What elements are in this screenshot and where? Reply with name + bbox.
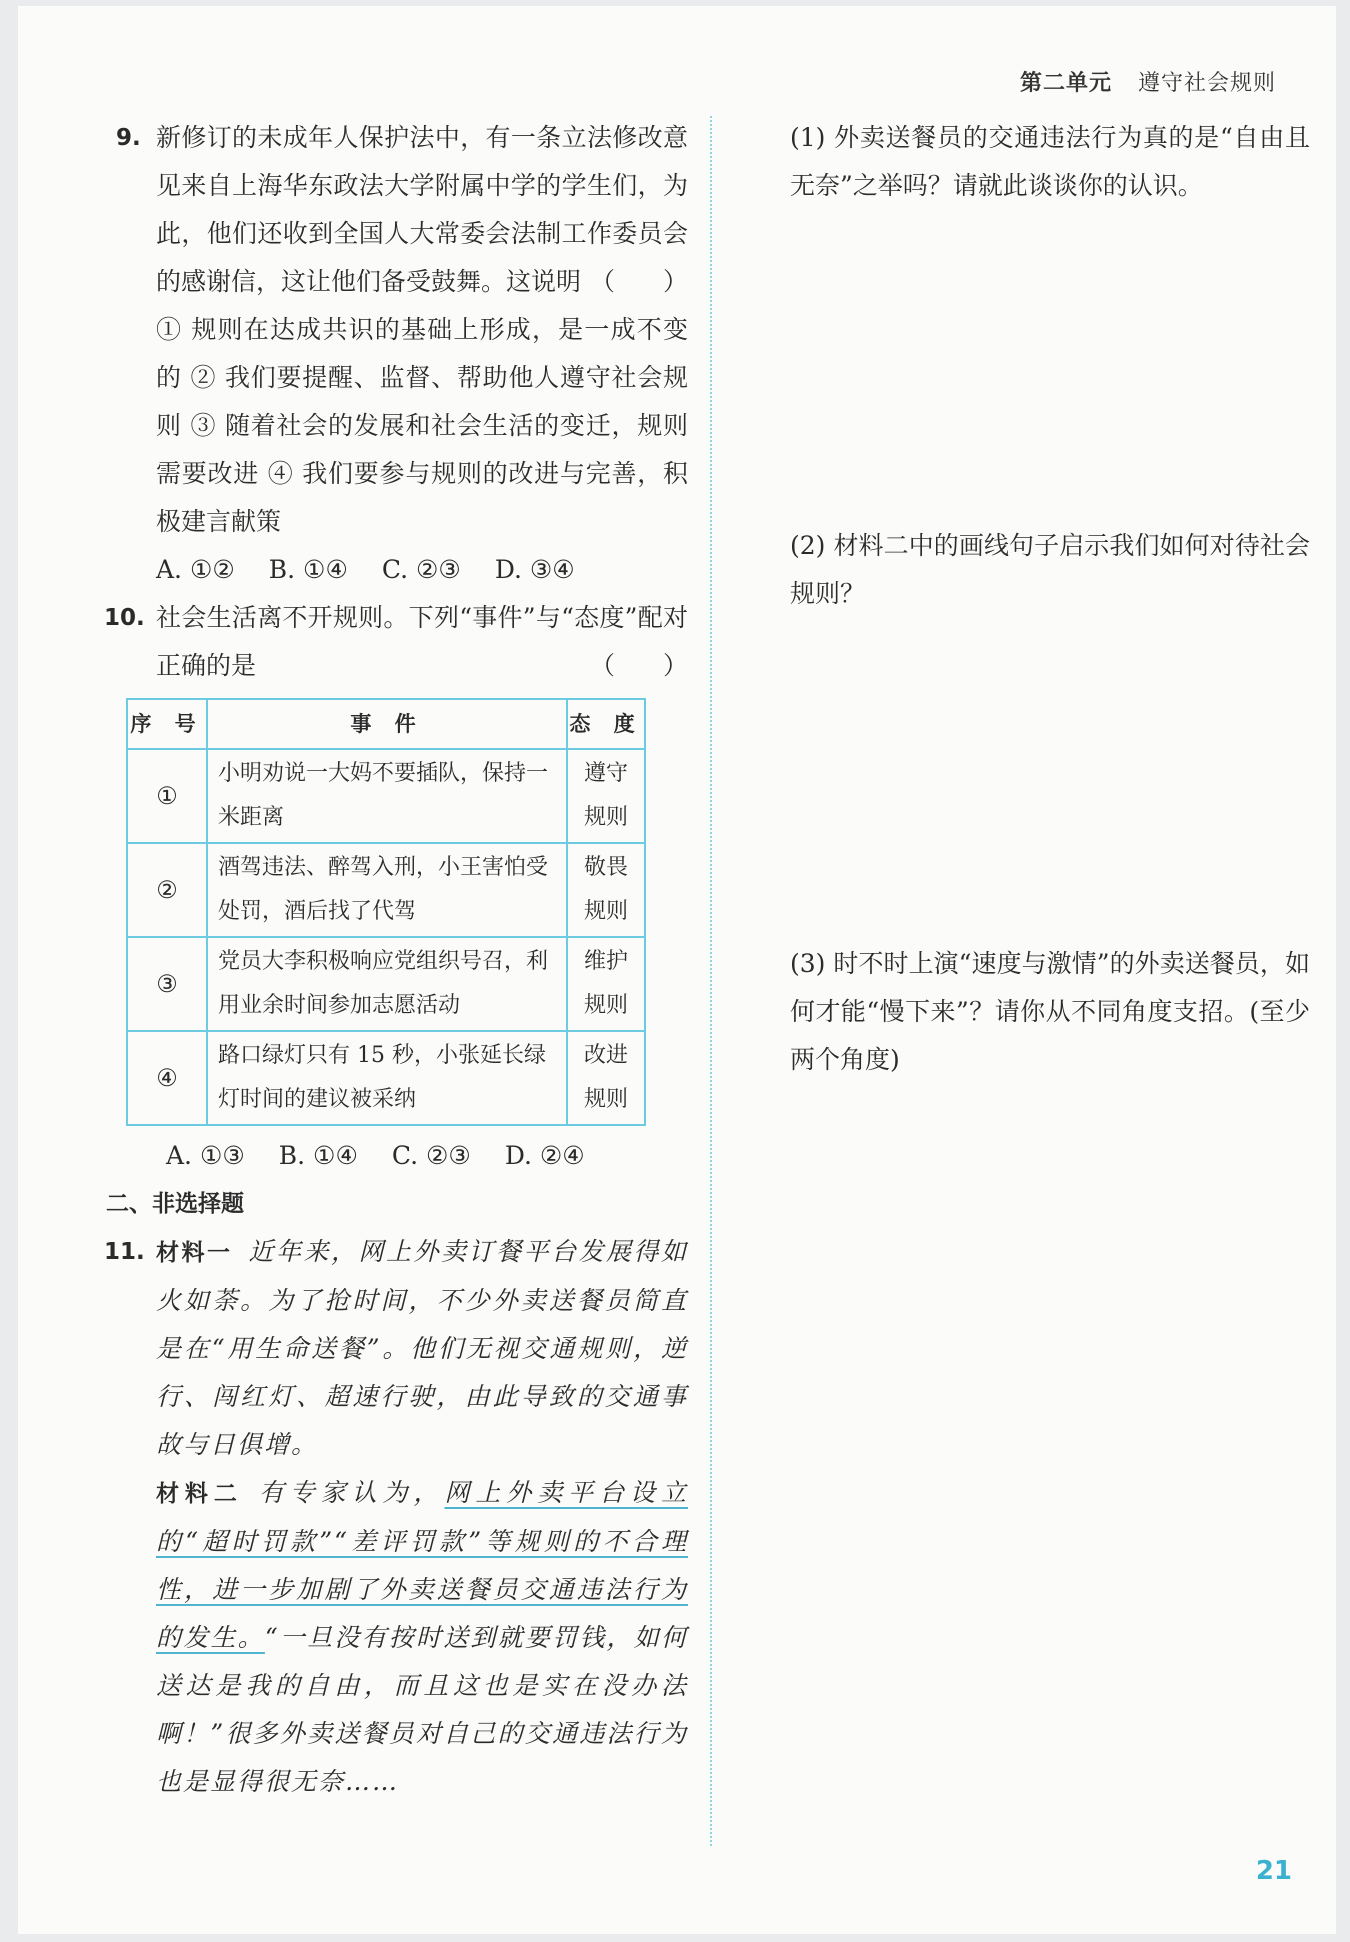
sub-question-3: (3) 时不时上演“速度与激情”的外卖送餐员，如何才能“慢下来”？请你从不同角度支招。(至少两个角度) xyxy=(790,949,1310,1074)
row-event: 党员大李积极响应党组织号召，利用业余时间参加志愿活动 xyxy=(207,937,567,1031)
material-two-quote: “一旦没有按时送到就要罚钱，如何送达是我的自由，而且这也是实在没办法啊！”很多外卖送餐员对自己的交通违法行为也是显得很无奈…… xyxy=(156,1623,688,1796)
page-number: 21 xyxy=(1255,1856,1292,1886)
material-two-intro: 有专家认为， xyxy=(258,1478,445,1507)
question-stem xyxy=(156,594,708,690)
question-stem xyxy=(156,114,708,306)
underlined-sentence: 网上外卖平台设立的“超时罚款”“差评罚款”等规则的不合理性，进一步加剧了外卖送餐员交通违法行为的发生。 xyxy=(156,1478,688,1652)
stem-text: 新修订的未成年人保护法中，有一条立法修改意见来自上海华东政法大学附属中学的学生们，为此，他们还收到全国人大常委会法制工作委员会的感谢信，这让他们备受鼓舞。这说明 xyxy=(156,123,688,296)
stem-text: 社会生活离不开规则。下列“事件”与“态度”配对正确的是 xyxy=(156,603,688,680)
row-attitude: 遵守规则 xyxy=(567,749,645,843)
row-number: ② xyxy=(127,843,207,937)
table-row xyxy=(127,749,645,843)
row-event: 路口绿灯只有 15 秒，小张延长绿灯时间的建议被采纳 xyxy=(207,1031,567,1125)
question-options: ① 规则在达成共识的基础上形成，是一成不变的 ② 我们要提醒、监督、帮助他人遵守社会规则 ③ 随着社会的发展和社会生活的变迁，规则需要改进 ④ 我们要参与规则的改进与完善，积极建言献策 xyxy=(156,315,688,536)
header-attitude: 态 度 xyxy=(567,699,645,749)
material-one-text: 近年来，网上外卖订餐平台发展得如火如荼。为了抢时间，不少外卖送餐员简直是在“用生命送餐”。他们无视交通规则，逆行、闯红灯、超速行驶，由此导致的交通事故与日俱增。 xyxy=(156,1237,688,1459)
sub-question-1: (1) 外卖送餐员的交通违法行为真的是“自由且无奈”之举吗？请就此谈谈你的认识。 xyxy=(790,123,1310,200)
answer-parenthesis: （ ） xyxy=(590,651,708,680)
question-9 xyxy=(116,114,708,594)
table-row xyxy=(127,843,645,937)
row-event: 小明劝说一大妈不要插队，保持一米距离 xyxy=(207,749,567,843)
answer-choices xyxy=(156,546,688,594)
header-topic: 遵守社会规则 xyxy=(1137,71,1276,96)
row-number: ④ xyxy=(127,1031,207,1125)
table-row xyxy=(127,1031,645,1125)
row-attitude: 敬畏规则 xyxy=(567,843,645,937)
right-column xyxy=(790,114,1310,1084)
table-header-row xyxy=(127,699,645,749)
sub-question-2: (2) 材料二中的画线句子启示我们如何对待社会规则？ xyxy=(790,531,1310,608)
choice-d: D. ③④ xyxy=(494,555,575,584)
choice-c: C. ②③ xyxy=(381,555,461,584)
material-two-label: 材料二 xyxy=(156,1481,243,1507)
header-unit: 第二单元 xyxy=(1019,71,1112,96)
material-one xyxy=(156,1228,688,1469)
question-number: 9. xyxy=(116,125,141,151)
column-divider xyxy=(710,116,712,1846)
question-number: 11. xyxy=(104,1239,145,1265)
choice-c: C. ②③ xyxy=(391,1141,471,1170)
choice-a: A. ①② xyxy=(156,555,235,584)
table-row xyxy=(127,937,645,1031)
answer-parenthesis: （ ） xyxy=(590,267,708,296)
page xyxy=(18,6,1336,1934)
material-two xyxy=(156,1469,688,1806)
row-attitude: 改进规则 xyxy=(567,1031,645,1125)
section-title: 二、非选择题 xyxy=(106,1191,244,1217)
answer-choices xyxy=(116,1132,688,1180)
left-column xyxy=(104,114,708,1806)
question-number: 10. xyxy=(104,605,145,631)
choice-d: D. ②④ xyxy=(504,1141,585,1170)
question-10 xyxy=(104,594,708,690)
page-header xyxy=(1020,66,1276,97)
row-attitude: 维护规则 xyxy=(567,937,645,1031)
row-number: ③ xyxy=(127,937,207,1031)
question-11 xyxy=(104,1228,688,1806)
choice-b: B. ①④ xyxy=(268,555,348,584)
row-number: ① xyxy=(127,749,207,843)
events-table xyxy=(126,698,646,1126)
row-event: 酒驾违法、醉驾入刑，小王害怕受处罚，酒后找了代驾 xyxy=(207,843,567,937)
material-one-label: 材料一 xyxy=(156,1240,233,1266)
header-event: 事 件 xyxy=(207,699,567,749)
header-number: 序 号 xyxy=(127,699,207,749)
choice-a: A. ①③ xyxy=(166,1141,245,1170)
choice-b: B. ①④ xyxy=(278,1141,358,1170)
